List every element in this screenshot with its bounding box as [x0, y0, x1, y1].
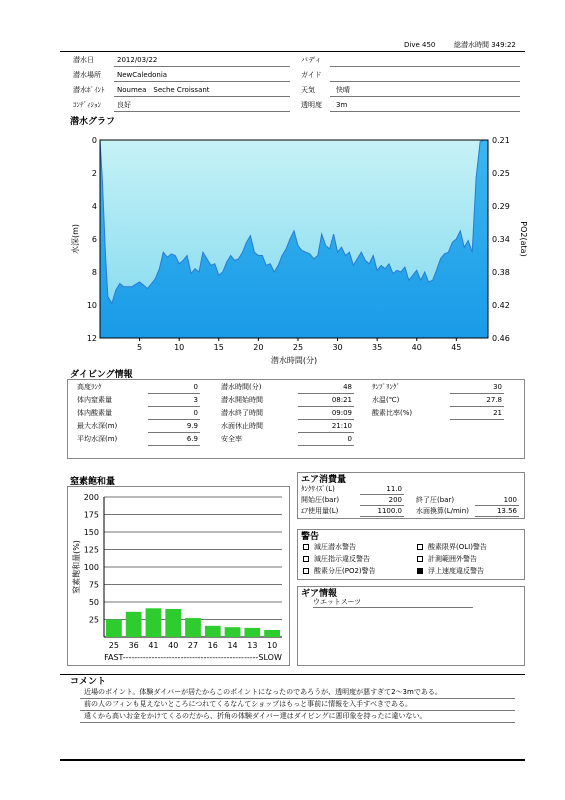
dive-info-label: 水面休止時間	[221, 422, 263, 430]
warning-label: 酸素限界(OLI)警告	[428, 543, 487, 551]
dive-info-value: 0	[193, 383, 198, 391]
dive-info-label: 潜水開始時間	[221, 396, 263, 404]
n2-bar-label: 16	[207, 641, 218, 650]
n2-bar	[244, 628, 260, 637]
surface-rate-value: 13.56	[496, 507, 517, 515]
warning-item	[417, 567, 484, 576]
warning-item	[303, 567, 376, 576]
dive-info-value: 3	[193, 396, 198, 404]
x-tick-label: 45	[451, 343, 462, 352]
y-tick-label: 10	[86, 301, 97, 310]
y-axis-label: 水深(m)	[71, 223, 80, 255]
n2-bar-label: 14	[227, 641, 238, 650]
dive-info-label: 体内酸素量	[77, 409, 112, 417]
n2-y-tick: 150	[83, 528, 99, 537]
axis-dashes: -----------------------------------------------	[122, 653, 259, 662]
condition-label: ｺﾝﾃﾞｨｼｮﾝ	[73, 101, 101, 109]
warning-item	[417, 555, 477, 564]
warning-checkbox	[303, 544, 309, 550]
dive-graph-title: 潜水グラフ	[70, 117, 116, 127]
x-tick-label: 15	[213, 343, 224, 352]
n2-bar	[264, 630, 280, 637]
dive-info-label: 酸素比率(%)	[372, 409, 413, 417]
n2-title: 窒素飽和量	[70, 477, 116, 487]
n2-y-tick: 125	[83, 545, 99, 555]
start-pressure-label: 開始圧(bar)	[301, 496, 340, 504]
n2-bar-label: 40	[168, 641, 179, 650]
n2-bar	[205, 626, 221, 637]
comments-rule	[60, 674, 525, 675]
condition-value: 良好	[117, 101, 131, 109]
warning-checkbox	[303, 568, 309, 574]
air-used-value: 1100.0	[377, 507, 402, 515]
x-tick-label: 35	[372, 343, 383, 352]
x-tick-label: 25	[292, 343, 304, 352]
n2-bar-label: 27	[187, 641, 199, 650]
n2-bar	[185, 618, 201, 637]
visibility-label: 透明度	[301, 101, 322, 109]
n2-fast-slow-axis	[104, 653, 282, 662]
y-tick-label: 12	[86, 334, 97, 343]
warning-item	[417, 543, 487, 552]
y2-tick-label: 0.21	[492, 136, 510, 145]
warning-label: 減圧潜水警告	[314, 543, 356, 551]
site-label: 潜水場所	[73, 71, 101, 79]
y2-tick-label: 0.38	[492, 268, 510, 277]
y2-tick-label: 0.25	[492, 169, 510, 178]
n2-y-tick: 200	[83, 493, 99, 502]
dive-info-value: 21	[493, 409, 502, 417]
dive-info-title: ダイビング情報	[70, 370, 133, 380]
warning-label: 浮上速度違反警告	[428, 567, 484, 575]
n2-y-axis-label: 窒素飽和量(%)	[72, 540, 81, 594]
y2-tick-label: 0.46	[492, 334, 510, 343]
warning-checkbox	[417, 544, 423, 550]
buddy-label: バディ	[301, 56, 322, 64]
comment-line: 近場のポイント。体験ダイバーが居たからこのポイントになったのであろうが、透明度が悪すぎて2～3mである。	[84, 688, 442, 696]
point-label: 潜水ﾎﾟｲﾝﾄ	[73, 86, 105, 94]
warning-checkbox	[303, 556, 309, 562]
dive-info-label: 潜水時間(分)	[221, 383, 262, 391]
gear-item: ウエットスーツ	[313, 598, 362, 606]
warning-item	[303, 543, 356, 552]
start-pressure-value: 200	[388, 496, 402, 504]
n2-y-tick: 25	[88, 615, 99, 625]
guide-label: ガイド	[301, 71, 322, 79]
dive-number: Dive 450	[404, 41, 436, 49]
n2-bar	[106, 620, 122, 638]
y2-tick-label: 0.34	[492, 235, 510, 244]
total-dive-time: 総潜水時間 349:22	[454, 41, 516, 49]
x-tick-label: 30	[332, 343, 343, 352]
y-tick-label: 8	[91, 268, 97, 277]
n2-bar	[165, 609, 181, 637]
n2-bar-label: 25	[108, 641, 119, 650]
dive-info-value: 0	[193, 409, 198, 417]
comments-title: コメント	[70, 677, 107, 687]
dive-info-label: 安全率	[221, 435, 242, 443]
n2-bar	[146, 608, 162, 637]
n2-y-tick: 50	[88, 598, 99, 607]
date-value: 2012/03/22	[117, 56, 158, 64]
fast-label: FAST	[104, 653, 123, 662]
point-value: Noumea Seche Croissant	[117, 86, 210, 94]
dive-info-label: ｻﾝﾌﾟﾘﾝｸﾞ	[372, 383, 400, 391]
date-label: 潜水日	[73, 56, 94, 64]
warning-label: 計測範囲外警告	[428, 555, 477, 563]
y2-tick-label: 0.42	[492, 301, 510, 310]
tank-size-value: 11.0	[386, 485, 402, 493]
air-title: エア消費量	[301, 475, 347, 485]
x-tick-label: 5	[137, 343, 143, 352]
end-pressure-value: 100	[503, 496, 517, 504]
dive-info-value: 08:21	[331, 396, 352, 404]
site-value: NewCaledonia	[117, 71, 168, 79]
warnings-title: 警告	[301, 532, 320, 542]
tank-size-label: ﾀﾝｸｻｲｽﾞ(L)	[301, 485, 335, 493]
n2-bar	[126, 612, 142, 637]
dive-info-value: 27.8	[486, 396, 502, 404]
dive-graph	[60, 130, 530, 370]
n2-bar-label: 10	[267, 641, 278, 650]
n2-chart	[68, 487, 289, 665]
y2-axis-label: PO2(ata)	[519, 221, 528, 257]
comment-line: 前の人のフィンも見えないところにつれてくるなんてショップはもっと事前に情報を入手すべきである。	[84, 700, 413, 708]
surface-rate-label: 水面換算(L/min)	[416, 507, 469, 515]
dive-info-value: 21:10	[331, 422, 352, 430]
n2-y-tick: 100	[83, 563, 99, 572]
dive-info-label: 体内窒素量	[77, 396, 112, 404]
header-rule	[60, 51, 525, 52]
weather-value: 快晴	[336, 86, 350, 94]
air-used-label: ｴｱ使用量(L)	[301, 507, 339, 515]
dive-info-value: 30	[493, 383, 502, 391]
warning-label: 減圧指示違反警告	[314, 555, 370, 563]
dive-info-value: 0	[347, 435, 352, 443]
weather-label: 天気	[301, 86, 315, 94]
visibility-value: 3m	[336, 101, 348, 109]
warning-item	[303, 555, 370, 564]
n2-bar-label: 36	[128, 641, 139, 650]
warning-checkbox	[417, 556, 423, 562]
dive-info-value: 9.9	[186, 422, 198, 430]
n2-bar	[225, 627, 241, 637]
n2-y-tick: 75	[88, 580, 99, 590]
slow-label: SLOW	[258, 653, 282, 662]
y2-tick-label: 0.29	[492, 202, 510, 211]
x-tick-label: 40	[411, 343, 422, 352]
dive-info-value: 6.9	[186, 435, 198, 443]
dive-info-label: 最大水深(m)	[77, 422, 118, 430]
x-tick-label: 10	[174, 343, 185, 352]
warning-checkbox	[417, 568, 423, 574]
n2-bar-label: 13	[247, 641, 258, 650]
y-tick-label: 4	[91, 202, 97, 211]
dive-info-value: 48	[343, 383, 352, 391]
dive-info-label: 高度ﾗﾝｸ	[77, 383, 102, 391]
dive-info-label: 平均水深(m)	[77, 435, 118, 443]
x-axis-label: 潜水時間(分)	[270, 356, 318, 365]
y-tick-label: 0	[91, 136, 97, 145]
footer-rule	[60, 759, 525, 761]
dive-info-value: 09:09	[331, 409, 352, 417]
y-tick-label: 2	[91, 169, 97, 178]
gear-title: ギア情報	[301, 589, 338, 599]
n2-bar-label: 41	[148, 641, 159, 650]
n2-y-tick: 175	[83, 510, 99, 520]
end-pressure-label: 終了圧(bar)	[416, 496, 455, 504]
x-tick-label: 20	[253, 343, 264, 352]
dive-info-label: 水温(℃)	[372, 396, 400, 404]
warning-label: 酸素分圧(PO2)警告	[314, 567, 376, 575]
dive-info-label: 潜水終了時間	[221, 409, 263, 417]
y-tick-label: 6	[91, 235, 97, 244]
comment-line: 遠くから高いお金をかけてくるのだから、折角の体験ダイバー達はダイビングに悪印象を持ったに違いない。	[84, 712, 427, 720]
